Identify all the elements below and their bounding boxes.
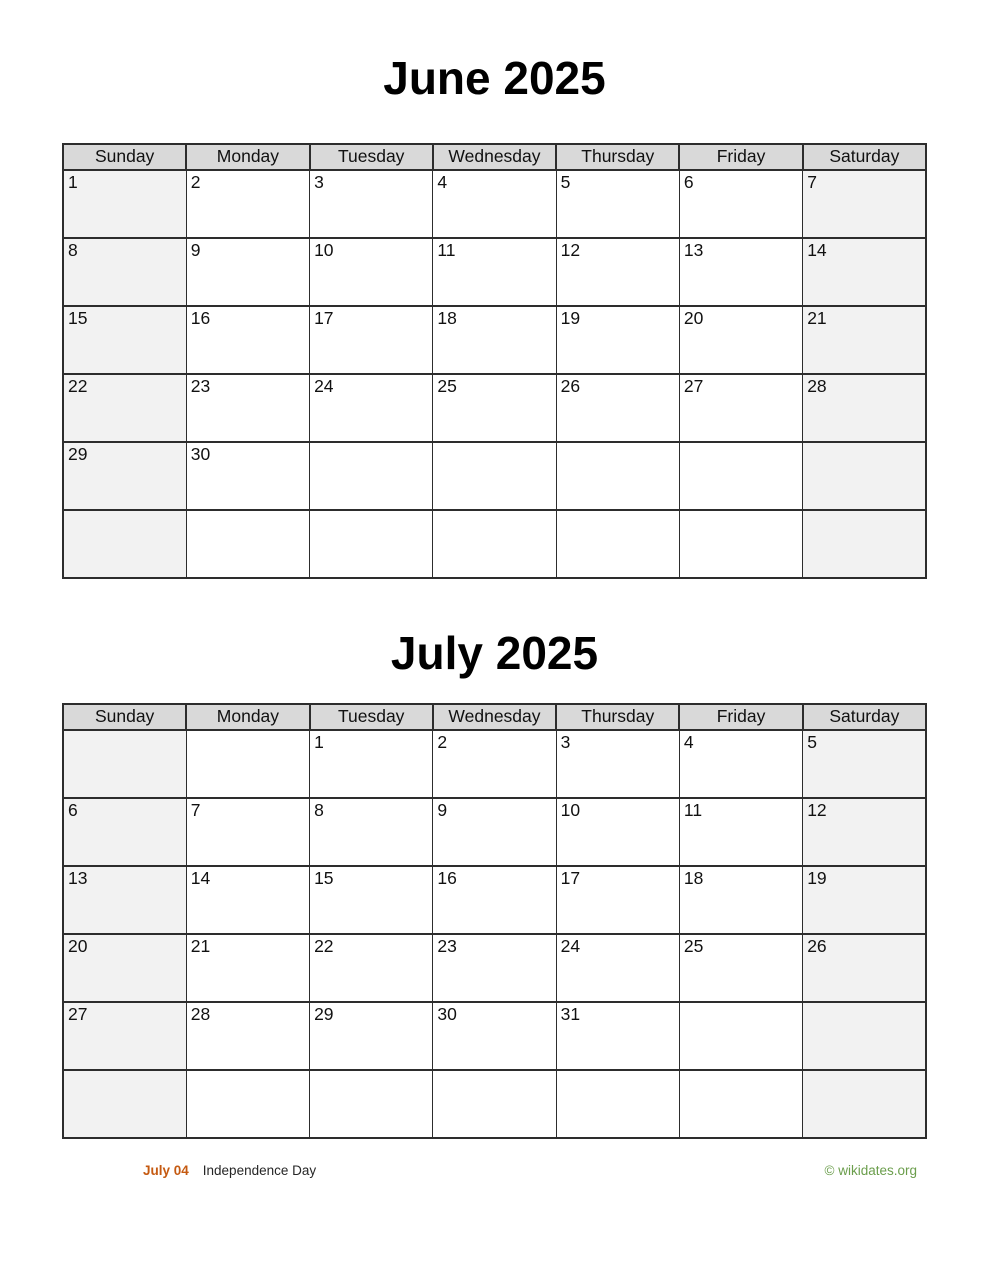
calendar-table-june bbox=[62, 143, 927, 579]
day-cell bbox=[679, 1070, 802, 1138]
day-cell: 22 bbox=[63, 374, 186, 442]
day-cell: 1 bbox=[310, 730, 433, 798]
weekday-header-wednesday: Wednesday bbox=[433, 704, 556, 730]
day-cell bbox=[556, 510, 679, 578]
day-cell bbox=[63, 730, 186, 798]
week-row bbox=[63, 238, 926, 306]
day-cell: 26 bbox=[803, 934, 926, 1002]
day-cell bbox=[679, 1002, 802, 1070]
day-cell: 14 bbox=[803, 238, 926, 306]
week-row bbox=[63, 1070, 926, 1138]
week-row bbox=[63, 934, 926, 1002]
holiday-name: Independence Day bbox=[202, 1163, 317, 1178]
day-cell: 13 bbox=[63, 866, 186, 934]
day-cell: 17 bbox=[556, 866, 679, 934]
weekday-header-tuesday: Tuesday bbox=[310, 144, 433, 170]
day-cell: 18 bbox=[679, 866, 802, 934]
weekday-header-row bbox=[63, 704, 926, 730]
week-row bbox=[63, 730, 926, 798]
day-cell bbox=[310, 442, 433, 510]
weekday-header-sunday: Sunday bbox=[63, 144, 186, 170]
weekday-header-saturday: Saturday bbox=[803, 144, 926, 170]
day-cell: 30 bbox=[433, 1002, 556, 1070]
holiday-note bbox=[62, 1163, 316, 1178]
day-cell: 23 bbox=[433, 934, 556, 1002]
day-cell: 24 bbox=[556, 934, 679, 1002]
week-row bbox=[63, 442, 926, 510]
day-cell bbox=[310, 1070, 433, 1138]
weekday-header-row bbox=[63, 144, 926, 170]
day-cell bbox=[433, 510, 556, 578]
week-row bbox=[63, 374, 926, 442]
day-cell: 6 bbox=[679, 170, 802, 238]
day-cell: 8 bbox=[310, 798, 433, 866]
day-cell bbox=[679, 442, 802, 510]
day-cell: 27 bbox=[679, 374, 802, 442]
weekday-header-thursday: Thursday bbox=[556, 144, 679, 170]
day-cell bbox=[433, 1070, 556, 1138]
day-cell: 10 bbox=[310, 238, 433, 306]
day-cell: 22 bbox=[310, 934, 433, 1002]
day-cell: 21 bbox=[803, 306, 926, 374]
day-cell: 9 bbox=[433, 798, 556, 866]
week-row bbox=[63, 510, 926, 578]
day-cell: 14 bbox=[186, 866, 309, 934]
month-title-june: June 2025 bbox=[383, 52, 606, 104]
day-cell bbox=[186, 730, 309, 798]
copyright-area bbox=[825, 1163, 927, 1178]
week-row bbox=[63, 306, 926, 374]
day-cell: 12 bbox=[803, 798, 926, 866]
day-cell: 15 bbox=[63, 306, 186, 374]
weekday-header-monday: Monday bbox=[186, 144, 309, 170]
weekday-header-friday: Friday bbox=[679, 144, 802, 170]
day-cell: 8 bbox=[63, 238, 186, 306]
day-cell: 30 bbox=[186, 442, 309, 510]
day-cell: 5 bbox=[556, 170, 679, 238]
weekday-header-thursday: Thursday bbox=[556, 704, 679, 730]
day-cell: 21 bbox=[186, 934, 309, 1002]
calendar-table-july bbox=[62, 703, 927, 1139]
day-cell: 15 bbox=[310, 866, 433, 934]
day-cell: 29 bbox=[310, 1002, 433, 1070]
day-cell: 25 bbox=[433, 374, 556, 442]
day-cell bbox=[556, 1070, 679, 1138]
weekday-header-sunday: Sunday bbox=[63, 704, 186, 730]
day-cell: 3 bbox=[310, 170, 433, 238]
month-section-june bbox=[0, 0, 989, 579]
day-cell bbox=[803, 510, 926, 578]
weekday-header-friday: Friday bbox=[679, 704, 802, 730]
weekday-header-wednesday: Wednesday bbox=[433, 144, 556, 170]
copyright: © wikidates.org bbox=[824, 1163, 917, 1178]
week-row bbox=[63, 798, 926, 866]
day-cell: 11 bbox=[433, 238, 556, 306]
footer bbox=[62, 1163, 927, 1178]
day-cell: 13 bbox=[679, 238, 802, 306]
day-cell bbox=[63, 1070, 186, 1138]
day-cell bbox=[803, 1002, 926, 1070]
day-cell: 19 bbox=[556, 306, 679, 374]
day-cell bbox=[63, 510, 186, 578]
month-title-july: July 2025 bbox=[390, 627, 599, 679]
day-cell: 6 bbox=[63, 798, 186, 866]
day-cell: 9 bbox=[186, 238, 309, 306]
day-cell: 20 bbox=[63, 934, 186, 1002]
day-cell: 1 bbox=[63, 170, 186, 238]
weekday-header-saturday: Saturday bbox=[803, 704, 926, 730]
week-row bbox=[63, 866, 926, 934]
day-cell: 24 bbox=[310, 374, 433, 442]
day-cell bbox=[803, 442, 926, 510]
day-cell bbox=[433, 442, 556, 510]
day-cell: 16 bbox=[186, 306, 309, 374]
day-cell bbox=[310, 510, 433, 578]
day-cell: 10 bbox=[556, 798, 679, 866]
day-cell: 7 bbox=[803, 170, 926, 238]
day-cell bbox=[803, 1070, 926, 1138]
day-cell: 4 bbox=[433, 170, 556, 238]
day-cell: 16 bbox=[433, 866, 556, 934]
day-cell: 2 bbox=[186, 170, 309, 238]
day-cell: 26 bbox=[556, 374, 679, 442]
week-row bbox=[63, 170, 926, 238]
day-cell: 20 bbox=[679, 306, 802, 374]
holiday-date: July 04 bbox=[143, 1163, 189, 1178]
day-cell: 17 bbox=[310, 306, 433, 374]
weekday-header-tuesday: Tuesday bbox=[310, 704, 433, 730]
day-cell: 5 bbox=[803, 730, 926, 798]
day-cell: 23 bbox=[186, 374, 309, 442]
day-cell: 31 bbox=[556, 1002, 679, 1070]
day-cell: 28 bbox=[186, 1002, 309, 1070]
month-section-july bbox=[0, 623, 989, 1139]
day-cell: 27 bbox=[63, 1002, 186, 1070]
day-cell: 7 bbox=[186, 798, 309, 866]
day-cell: 25 bbox=[679, 934, 802, 1002]
day-cell bbox=[679, 510, 802, 578]
day-cell: 2 bbox=[433, 730, 556, 798]
weekday-header-monday: Monday bbox=[186, 704, 309, 730]
day-cell: 18 bbox=[433, 306, 556, 374]
day-cell bbox=[556, 442, 679, 510]
day-cell: 29 bbox=[63, 442, 186, 510]
day-cell: 4 bbox=[679, 730, 802, 798]
day-cell: 3 bbox=[556, 730, 679, 798]
day-cell: 19 bbox=[803, 866, 926, 934]
day-cell: 11 bbox=[679, 798, 802, 866]
day-cell bbox=[186, 510, 309, 578]
day-cell: 12 bbox=[556, 238, 679, 306]
day-cell bbox=[186, 1070, 309, 1138]
week-row bbox=[63, 1002, 926, 1070]
day-cell: 28 bbox=[803, 374, 926, 442]
